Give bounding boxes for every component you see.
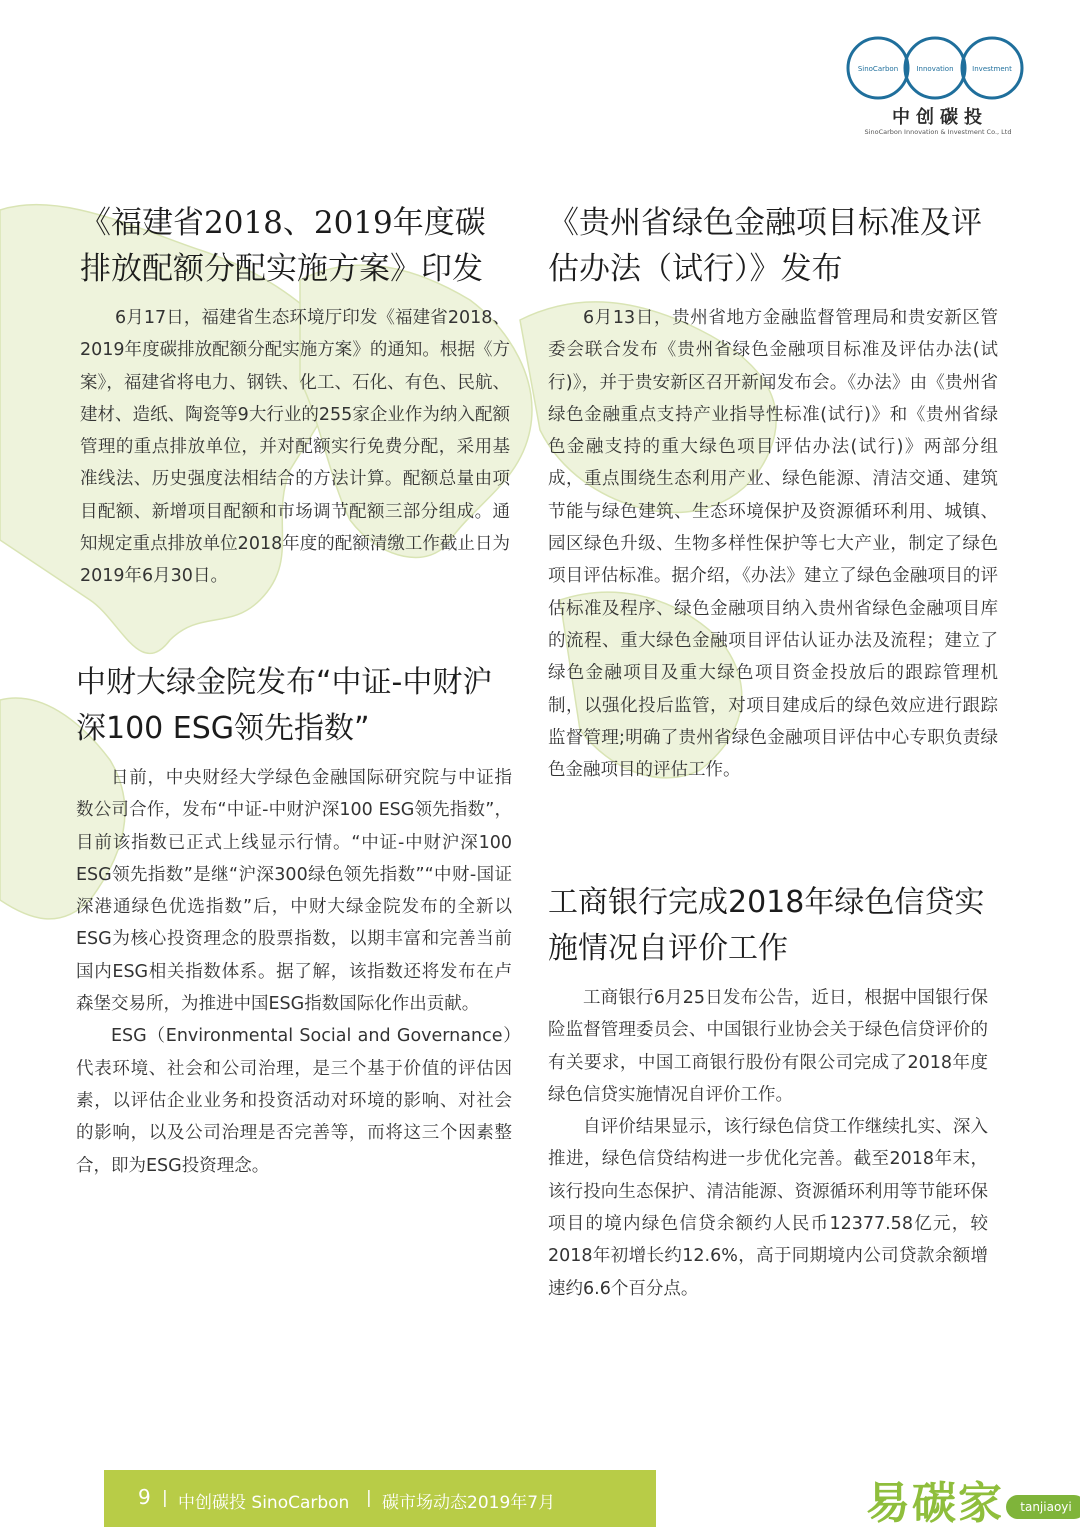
- logo-word: SinoCarbon: [857, 65, 899, 73]
- footer-issue: 碳市场动态2019年7月: [382, 1493, 556, 1513]
- article-icbc-green-credit: [548, 880, 988, 1305]
- article-title: 中财大绿金院发布“中证-中财沪深100 ESG领先指数”: [76, 665, 493, 746]
- article-fujian-quota: [80, 200, 510, 593]
- page-footer: [104, 1470, 656, 1527]
- logo-name-cn: 中创碳投: [892, 107, 988, 128]
- article-paragraph: ESG（Environmental Social and Governance）代表环境、社会和公司治理，是三个基于价值的评估因素，以评估企业业务和投资活动对环境的影响、对社会的影响，以及公司治理是否完善等，而将这三个因素整合，即为ESG投资理念。: [76, 1026, 512, 1176]
- article-title: 《贵州省绿色金融项目标准及评估办法（试行）》发布: [548, 205, 982, 287]
- footer-separator: |: [162, 1488, 168, 1508]
- page-number: 9: [138, 1485, 151, 1509]
- watermark-text: 易碳家: [866, 1478, 1004, 1529]
- article-esg-index: [76, 660, 512, 1182]
- article-paragraph: 6月13日，贵州省地方金融监督管理局和贵安新区管委会联合发布《贵州省绿色金融项目标准及评估办法(试行)》，并于贵安新区召开新闻发布会。《办法》由《贵州省绿色金融重点支持产业指导性标准(试行)》和《贵州省绿色金融支持的重大绿色项目评估办法(试行)》两部分组成，重点围绕生态利用产业、绿色能源、清洁交通、建筑节能与绿色建筑、生态环境保护及资源循环利用、城镇、园区绿色升级、生物多样性保护等七大产业，制定了绿色项目评估标准。据介绍，《办法》建立了绿色金融项目的评估标准及程序、绿色金融项目纳入贵州省绿色金融项目库的流程、重大绿色金融项目评估认证办法及流程；建立了绿色金融项目及重大绿色项目资金投放后的跟踪管理机制，以强化投后监管，对项目建成后的绿色效应进行跟踪监督管理;明确了贵州省绿色金融项目评估中心专职负责绿色金融项目的评估工作。: [548, 308, 998, 781]
- article-paragraph: 日前，中央财经大学绿色金融国际研究院与中证指数公司合作，发布“中证-中财沪深100 ESG领先指数”，目前该指数已正式上线显示行情。“中证-中财沪深100 ESG领先指数”是继“沪深300绿色领先指数”“中财-国证深港通绿色优选指数”后，中财大绿金院发布的全新以ESG为核心投资理念的股票指数，以期丰富和完善当前国内ESG相关指数体系。据了解，该指数还将发布在卢森堡交易所，为推进中国ESG指数国际化作出贡献。: [76, 768, 512, 1015]
- sinocarbon-logo: [840, 30, 1030, 145]
- article-title: 工商银行完成2018年绿色信贷实施情况自评价工作: [548, 885, 985, 966]
- logo-name-en: SinoCarbon Innovation & Investment Co., Ltd: [864, 128, 1012, 136]
- logo-word: Innovation: [916, 65, 954, 73]
- article-guizhou-green-finance: [548, 200, 998, 786]
- article-title: 《福建省2018、2019年度碳排放配额分配实施方案》印发: [80, 205, 486, 287]
- watermark-url: tanjiaoyi: [1006, 1495, 1080, 1519]
- footer-separator: |: [366, 1488, 372, 1508]
- article-paragraph: 6月17日，福建省生态环境厅印发《福建省2018、2019年度碳排放配额分配实施方案》的通知。根据《方案》，福建省将电力、钢铁、化工、石化、有色、民航、建材、造纸、陶瓷等9大行业的255家企业作为纳入配额管理的重点排放单位，并对配额实行免费分配，采用基准线法、历史强度法相结合的方法计算。配额总量由项目配额、新增项目配额和市场调节配额三部分组成。通知规定重点排放单位2018年度的配额清缴工作截止日为2019年6月30日。: [80, 308, 510, 587]
- logo-word: Investment: [972, 65, 1012, 73]
- article-paragraph: 自评价结果显示，该行绿色信贷工作继续扎实、深入推进，绿色信贷结构进一步优化完善。截至2018年末，该行投向生态保护、清洁能源、资源循环利用等节能环保项目的境内绿色信贷余额约人民币12377.58亿元，较2018年初增长约12.6%，高于同期境内公司贷款余额增速约6.6个百分点。: [548, 1117, 988, 1299]
- footer-brand: 中创碳投 SinoCarbon: [178, 1493, 350, 1513]
- article-paragraph: 工商银行6月25日发布公告，近日，根据中国银行保险监督管理委员会、中国银行业协会关于绿色信贷评价的有关要求，中国工商银行股份有限公司完成了2018年度绿色信贷实施情况自评价工作。: [548, 988, 988, 1105]
